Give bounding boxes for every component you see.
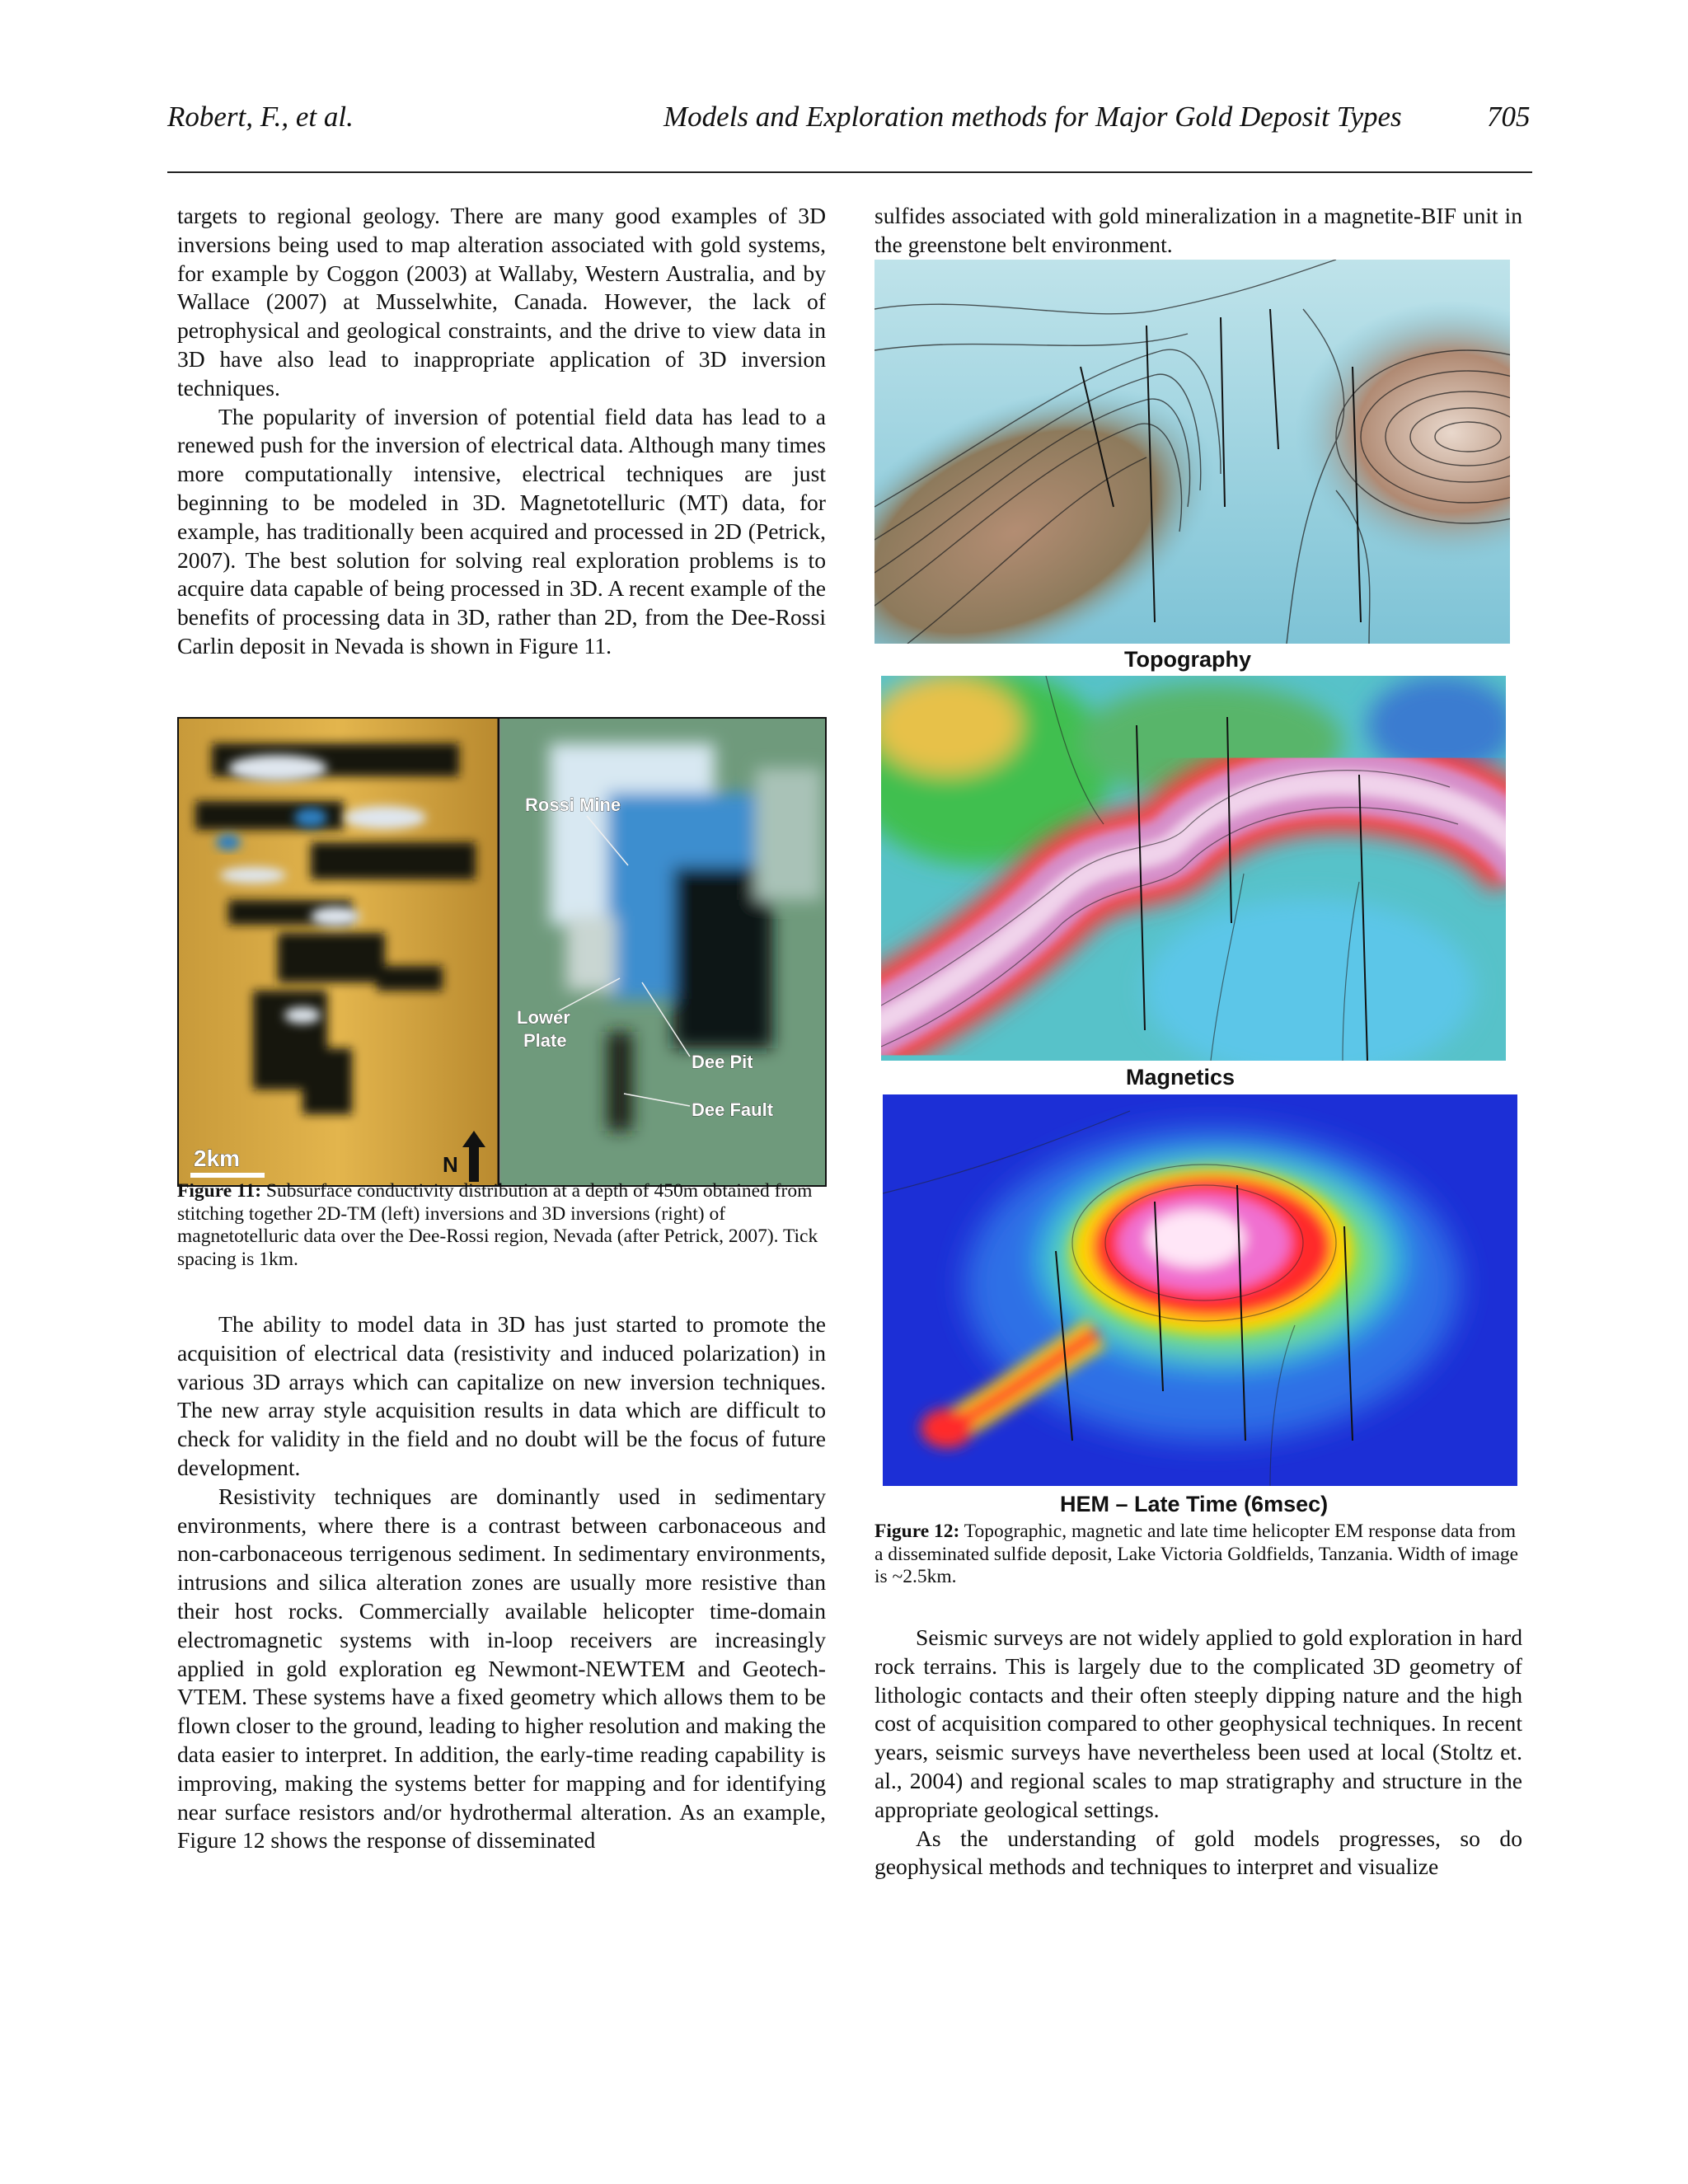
- figure-12-magnetics-image: [881, 676, 1506, 1061]
- figure-12-caption-label: Figure 12:: [874, 1521, 960, 1542]
- paragraph: sulfides associated with gold mineralization in a magnetite-BIF unit in the greenstone belt environment.: [874, 203, 1522, 257]
- figure-11-maps: [179, 719, 825, 1185]
- figure-12-hem-image: [883, 1094, 1517, 1486]
- running-head-title: Models and Exploration methods for Major Gold Deposit Types: [663, 101, 1402, 133]
- figure-11-caption-label: Figure 11:: [177, 1180, 262, 1202]
- figure-11-caption-text: Subsurface conductivity distribution at a depth of 450m obtained from stitching together 2D-TM (left) inversions and 3D inversions (right) of magnetotelluric data over the Dee-Rossi region, Nevada (after Petrick, 2007). Tick spacing is 1km.: [177, 1180, 818, 1270]
- left-column-top-text: [177, 202, 826, 661]
- right-column-top-text: [874, 202, 1522, 260]
- figure-11-caption: [177, 1180, 828, 1271]
- paragraph: As the understanding of gold models progresses, so do geophysical methods and techniques to interpret and visualize: [874, 1825, 1522, 1880]
- page-number: 705: [1487, 101, 1531, 133]
- north-label: N: [443, 1152, 458, 1177]
- paragraph: Seismic surveys are not widely applied to gold exploration in hard rock terrains. This is largely due to the complicated 3D geometry of lithologic contacts and their often steeply dipping nature and the high cost of acquisition compared to other geophysical techniques. In recent years, seismic surveys have nevertheless been used at local (Stoltz et. al., 2004) and regional scales to map stratigraphy and structure in the appropriate geological settings.: [874, 1624, 1522, 1822]
- left-column-bottom-text: [177, 1310, 826, 1855]
- figure-12-caption: [874, 1521, 1526, 1589]
- paragraph: Resistivity techniques are dominantly used in sedimentary environments, where there is a contrast between carbonaceous and non-carbonaceous terrigenous sediment. In sedimentary environments, intrusions and silica alteration zones are usually more resistive than their host rocks. Commercially available helicopter time-domain electromagnetic systems with in-loop receivers are increasingly applied in gold exploration eg Newmont-NEWTEM and Geotech-VTEM. These systems have a fixed geometry which allows them to be flown closer to the ground, leading to higher resolution and making the data easier to interpret. In addition, the early-time reading capability is improving, making the systems better for mapping and for identifying near surface resistors and/or hydrothermal alteration. As an example, Figure 12 shows the response of disseminated: [177, 1483, 826, 1854]
- magnetics-label: Magnetics: [1126, 1065, 1236, 1090]
- scale-bar: [190, 1173, 265, 1178]
- scale-label: 2km: [194, 1146, 241, 1171]
- figure-11-right-panel: [500, 719, 825, 1185]
- plate-label: Plate: [523, 1030, 567, 1051]
- topography-label: Topography: [1124, 647, 1251, 672]
- figure-11-image: [177, 717, 827, 1187]
- paragraph: The ability to model data in 3D has just started to promote the acquisition of electrical data (resistivity and induced polarization) in various 3D arrays which can capitalize on new inversion techniques. The new array style acquisition results in data which are difficult to check for validity in the field and no doubt will be the focus of future development.: [177, 1311, 826, 1480]
- header-rule: [167, 171, 1532, 173]
- right-column-bottom-text: [874, 1624, 1522, 1882]
- dee-fault-label: Dee Fault: [692, 1099, 774, 1120]
- paragraph: The popularity of inversion of potential field data has lead to a renewed push for the inversion of electrical data. Although many times more computationally intensive, electrical techniques are just beginning to be modeled in 3D. Magnetotelluric (MT) data, for example, has traditionally been acquired and processed in 2D (Petrick, 2007). The best solution for solving real exploration problems is to acquire data capable of being processed in 3D. A recent example of the benefits of processing data in 3D, rather than 2D, from the Dee-Rossi Carlin deposit in Nevada is shown in Figure 11.: [177, 403, 826, 658]
- running-head-authors: Robert, F., et al.: [167, 101, 354, 133]
- dee-pit-label: Dee Pit: [692, 1052, 753, 1072]
- rossi-mine-label: Rossi Mine: [525, 794, 621, 815]
- magnetics-map: [881, 676, 1506, 1061]
- paragraph: targets to regional geology. There are many good examples of 3D inversions being used to map alteration associated with gold systems, for example by Coggon (2003) at Wallaby, Western Australia, and by Wallace (2007) at Musselwhite, Canada. However, the lack of petrophysical and geological constraints, and the drive to view data in 3D have also lead to inappropriate application of 3D inversion techniques.: [177, 203, 826, 401]
- hem-label: HEM – Late Time (6msec): [1060, 1492, 1329, 1516]
- figure-11-left-panel: [179, 719, 499, 1185]
- topography-map: [874, 260, 1510, 644]
- lower-label: Lower: [517, 1007, 570, 1028]
- figure-12-caption-text: Topographic, magnetic and late time helicopter EM response data from a disseminated sulfide deposit, Lake Victoria Goldfields, Tanzania. Width of image is ~2.5km.: [874, 1521, 1519, 1587]
- figure-12-topography-image: [874, 260, 1510, 644]
- hem-map: [883, 1094, 1517, 1486]
